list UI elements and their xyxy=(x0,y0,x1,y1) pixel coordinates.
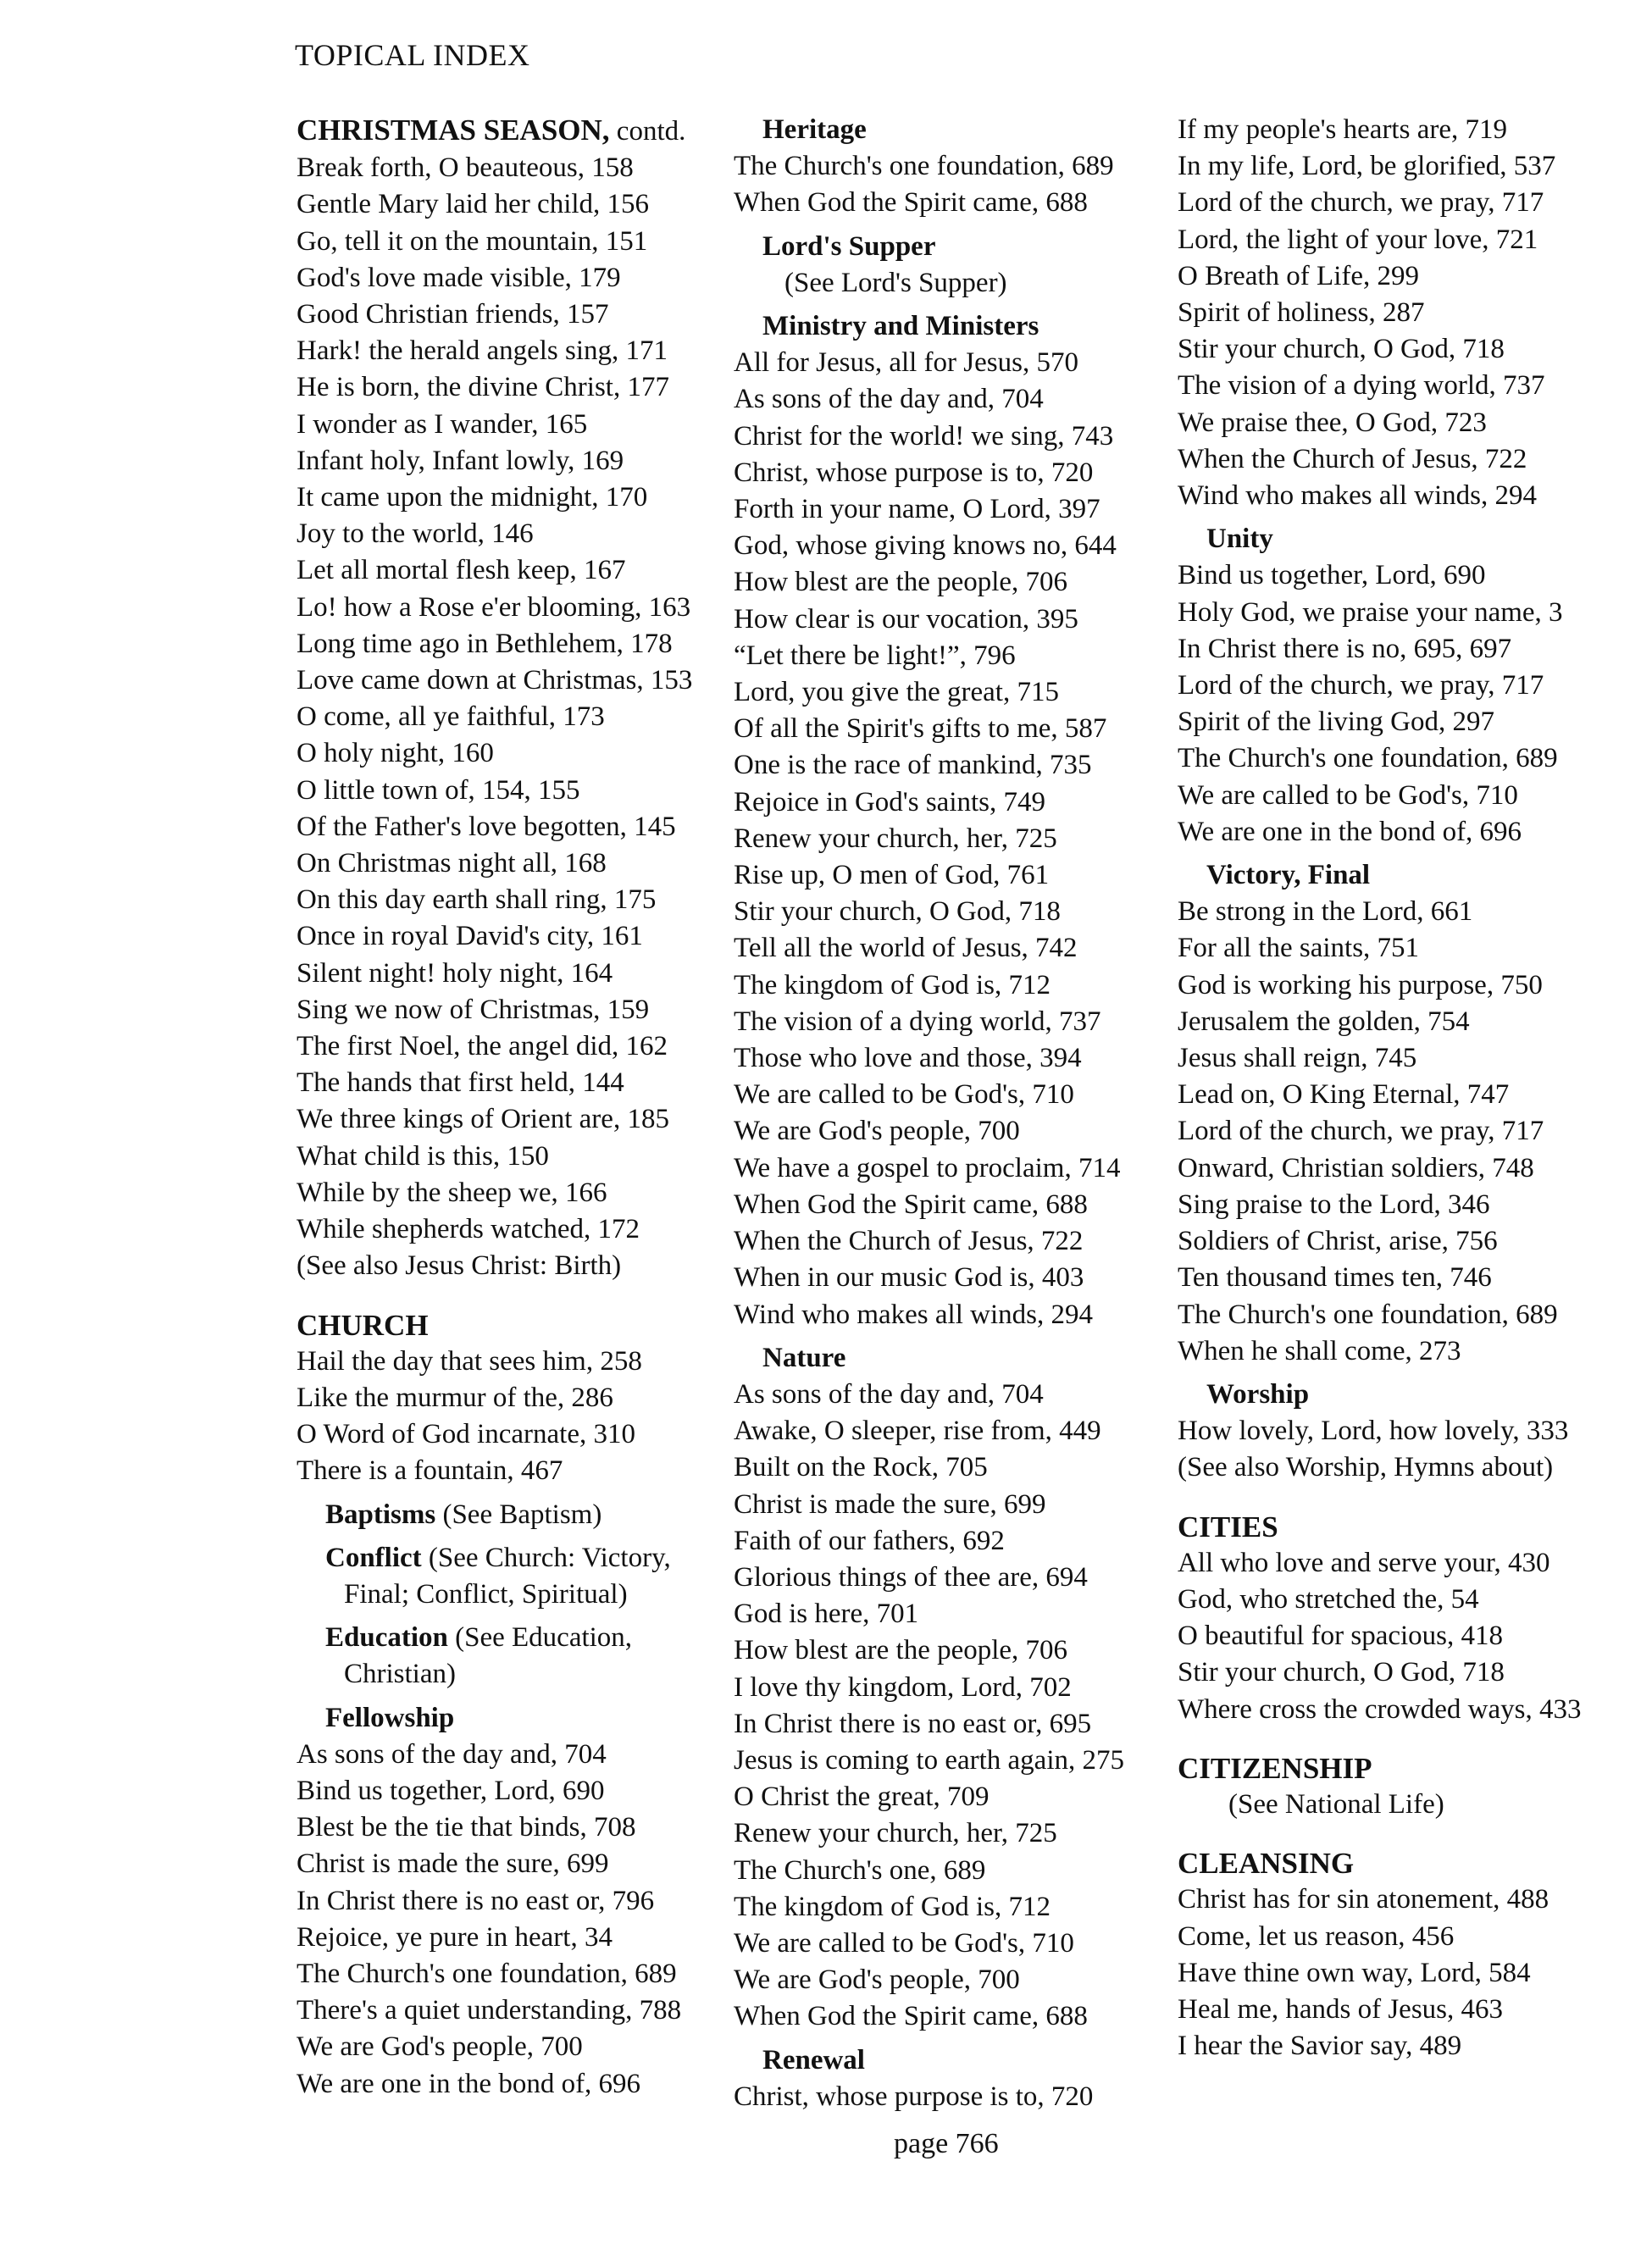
index-entry: While by the sheep we, 166 xyxy=(297,1177,607,1208)
index-entry: Lord of the church, we pray, 717 xyxy=(1178,187,1544,219)
index-entry: When God the Spirit came, 688 xyxy=(734,1189,1088,1220)
index-entry: Have thine own way, Lord, 584 xyxy=(1178,1957,1531,1988)
index-entry: In Christ there is no east or, 695 xyxy=(734,1708,1092,1739)
index-entry: Holy God, we praise your name, 3 xyxy=(1178,596,1563,628)
index-entry: Lord of the church, we pray, 717 xyxy=(1178,1116,1544,1147)
index-entry: The Church's one foundation, 689 xyxy=(297,1958,677,1989)
heritage-list xyxy=(734,148,1208,221)
index-entry: On this day earth shall ring, 175 xyxy=(297,884,657,916)
index-entry: Go, tell it on the mountain, 151 xyxy=(297,225,648,257)
index-entry: How clear is our vocation, 395 xyxy=(734,603,1078,635)
index-entry: Where cross the crowded ways, 433 xyxy=(1178,1693,1582,1725)
conflict-title: Conflict xyxy=(325,1542,422,1573)
baptisms-note: (See Baptism) xyxy=(435,1499,602,1530)
index-entry: The hands that first held, 144 xyxy=(297,1067,624,1099)
index-entry: Spirit of the living God, 297 xyxy=(1178,707,1494,738)
index-entry: Christ is made the sure, 699 xyxy=(734,1488,1046,1520)
index-entry: Christ, whose purpose is to, 720 xyxy=(734,457,1094,488)
renewal-list xyxy=(734,2079,1208,2115)
index-entry: Jerusalem the golden, 754 xyxy=(1178,1006,1470,1037)
index-entry: All for Jesus, all for Jesus, 570 xyxy=(734,347,1078,379)
index-entry: Heal me, hands of Jesus, 463 xyxy=(1178,1993,1504,2025)
subsection-nature: Nature xyxy=(762,1342,846,1373)
index-entry: We praise thee, O God, 723 xyxy=(1178,407,1487,438)
index-entry: Of the Father's love begotten, 145 xyxy=(297,811,676,842)
index-entry: O Breath of Life, 299 xyxy=(1178,260,1419,291)
index-entry: Wind who makes all winds, 294 xyxy=(1178,480,1537,512)
index-entry: If my people's hearts are, 719 xyxy=(1178,114,1507,145)
contd-label: contd. xyxy=(609,116,686,147)
index-entry: The Church's one, 689 xyxy=(734,1854,986,1886)
index-entry: Wind who makes all winds, 294 xyxy=(734,1299,1093,1330)
index-entry: All who love and serve your, 430 xyxy=(1178,1547,1550,1578)
index-entry: We have a gospel to proclaim, 714 xyxy=(734,1152,1121,1183)
index-entry: Stir your church, O God, 718 xyxy=(1178,1657,1505,1688)
index-entry: Infant holy, Infant lowly, 169 xyxy=(297,445,624,476)
index-entry: We are one in the bond of, 696 xyxy=(297,2068,641,2099)
index-entry: While shepherds watched, 172 xyxy=(297,1214,640,1245)
index-entry: On Christmas night all, 168 xyxy=(297,848,607,879)
page-header: TOPICAL INDEX xyxy=(295,38,530,72)
index-entry: Love came down at Christmas, 153 xyxy=(297,665,693,696)
christmas-list xyxy=(297,150,771,1284)
index-entry: The first Noel, the angel did, 162 xyxy=(297,1031,668,1062)
index-entry: Christ for the world! we sing, 743 xyxy=(734,420,1114,452)
index-entry: It came upon the midnight, 170 xyxy=(297,482,648,513)
index-entry: In Christ there is no east or, 796 xyxy=(297,1885,655,1916)
index-entry: Of all the Spirit's gifts to me, 587 xyxy=(734,713,1107,745)
column-1 xyxy=(297,112,771,2103)
index-entry: I wonder as I wander, 165 xyxy=(297,408,588,440)
page-number: page 766 xyxy=(894,2128,999,2159)
ministry-list xyxy=(734,345,1208,1333)
index-entry: Hail the day that sees him, 258 xyxy=(297,1345,642,1377)
index-entry: I hear the Savior say, 489 xyxy=(1178,2031,1462,2062)
victory-list xyxy=(1178,894,1652,1370)
index-entry: What child is this, 150 xyxy=(297,1140,549,1172)
index-entry: Stir your church, O God, 718 xyxy=(734,896,1061,928)
index-entry: O Christ the great, 709 xyxy=(734,1782,990,1813)
index-entry: Lead on, O King Eternal, 747 xyxy=(1178,1079,1510,1111)
church-list xyxy=(297,1344,771,1490)
index-entry: For all the saints, 751 xyxy=(1178,933,1420,964)
index-entry: Those who love and those, 394 xyxy=(734,1043,1082,1074)
subsection-education xyxy=(297,1620,771,1656)
index-entry: Rise up, O men of God, 761 xyxy=(734,860,1050,891)
index-entry: The vision of a dying world, 737 xyxy=(1178,370,1545,402)
index-entry: The Church's one foundation, 689 xyxy=(1178,743,1558,774)
index-entry: Onward, Christian soldiers, 748 xyxy=(1178,1152,1534,1183)
index-entry: Christ, whose purpose is to, 720 xyxy=(734,2081,1094,2112)
citizenship-note: (See National Life) xyxy=(1228,1788,1444,1820)
index-entry: When God the Spirit came, 688 xyxy=(734,2001,1088,2032)
subsection-baptisms xyxy=(297,1497,771,1533)
cities-list xyxy=(1178,1545,1652,1728)
index-entry: Built on the Rock, 705 xyxy=(734,1452,988,1483)
unity-list xyxy=(1178,557,1652,851)
index-entry: He is born, the divine Christ, 177 xyxy=(297,372,669,403)
index-entry: Christ has for sin atonement, 488 xyxy=(1178,1884,1549,1915)
column-3 xyxy=(1178,112,1652,2064)
section-title-cleansing: CLEANSING xyxy=(1178,1847,1355,1881)
education-note: (See Education, xyxy=(447,1622,633,1654)
index-entry: We are one in the bond of, 696 xyxy=(1178,816,1522,847)
cleansing-list xyxy=(1178,1881,1652,2064)
index-entry: In Christ there is no, 695, 697 xyxy=(1178,633,1512,664)
index-entry: Awake, O sleeper, rise from, 449 xyxy=(734,1416,1101,1447)
subsection-renewal: Renewal xyxy=(762,2044,865,2075)
index-entry: There is a fountain, 467 xyxy=(297,1455,563,1487)
index-entry: Break forth, O beauteous, 158 xyxy=(297,152,634,184)
conflict-note-cont: Final; Conflict, Spiritual) xyxy=(344,1578,628,1610)
fellowship-list xyxy=(297,1737,771,2103)
index-entry: We three kings of Orient are, 185 xyxy=(297,1104,669,1135)
index-entry: God is here, 701 xyxy=(734,1599,919,1630)
index-entry: Christ is made the sure, 699 xyxy=(297,1848,609,1880)
index-entry: Soldiers of Christ, arise, 756 xyxy=(1178,1226,1498,1257)
index-entry: The kingdom of God is, 712 xyxy=(734,969,1051,1000)
worship-list xyxy=(1178,1413,1652,1486)
conflict-note: (See Church: Victory, xyxy=(421,1542,671,1573)
index-entry: Good Christian friends, 157 xyxy=(297,299,609,330)
index-entry: God, who stretched the, 54 xyxy=(1178,1583,1479,1615)
subsection-conflict xyxy=(297,1540,771,1577)
index-entry: Like the murmur of the, 286 xyxy=(297,1382,613,1413)
index-entry: Spirit of holiness, 287 xyxy=(1178,297,1425,329)
index-entry: We are called to be God's, 710 xyxy=(1178,779,1518,811)
index-entry: In my life, Lord, be glorified, 537 xyxy=(1178,151,1556,182)
index-entry: Sing we now of Christmas, 159 xyxy=(297,994,650,1025)
index-entry: “Let there be light!”, 796 xyxy=(734,640,1016,671)
section-title-cities: CITIES xyxy=(1178,1510,1278,1543)
index-entry: We are called to be God's, 710 xyxy=(734,1927,1074,1959)
index-entry: The vision of a dying world, 737 xyxy=(734,1006,1101,1037)
index-entry: When he shall come, 273 xyxy=(1178,1335,1461,1366)
baptisms-title: Baptisms xyxy=(325,1499,436,1530)
index-entry: We are God's people, 700 xyxy=(734,1965,1020,1996)
index-entry: We are God's people, 700 xyxy=(297,2031,583,2063)
index-entry: Lord, the light of your love, 721 xyxy=(1178,224,1538,255)
index-entry: Tell all the world of Jesus, 742 xyxy=(734,933,1078,964)
index-entry: Bind us together, Lord, 690 xyxy=(1178,560,1486,591)
index-entry: Bind us together, Lord, 690 xyxy=(297,1775,605,1806)
index-entry: O holy night, 160 xyxy=(297,738,494,769)
subsection-victory: Victory, Final xyxy=(1206,860,1371,891)
index-entry: The kingdom of God is, 712 xyxy=(734,1891,1051,1922)
index-entry: Sing praise to the Lord, 346 xyxy=(1178,1189,1490,1220)
index-entry: Lo! how a Rose e'er blooming, 163 xyxy=(297,591,691,623)
index-entry: Come, let us reason, 456 xyxy=(1178,1920,1455,1952)
index-entry: One is the race of mankind, 735 xyxy=(734,750,1092,781)
index-entry: Joy to the world, 146 xyxy=(297,518,534,550)
index-entry: Be strong in the Lord, 661 xyxy=(1178,896,1473,928)
subsection-unity: Unity xyxy=(1206,524,1273,555)
index-entry: (See also Worship, Hymns about) xyxy=(1178,1452,1554,1483)
index-entry: Forth in your name, O Lord, 397 xyxy=(734,494,1100,525)
index-entry: How lovely, Lord, how lovely, 333 xyxy=(1178,1416,1569,1447)
index-entry: O come, all ye faithful, 173 xyxy=(297,701,605,733)
index-entry: When in our music God is, 403 xyxy=(734,1262,1084,1294)
index-entry: God is working his purpose, 750 xyxy=(1178,969,1543,1000)
subsection-lords-supper: Lord's Supper xyxy=(762,230,936,262)
index-entry: We are called to be God's, 710 xyxy=(734,1079,1074,1111)
subsection-fellowship: Fellowship xyxy=(325,1702,455,1733)
index-entry: Ten thousand times ten, 746 xyxy=(1178,1262,1492,1294)
index-entry: When the Church of Jesus, 722 xyxy=(1178,443,1527,474)
subsection-ministry: Ministry and Ministers xyxy=(762,311,1039,342)
index-entry: Long time ago in Bethlehem, 178 xyxy=(297,628,673,659)
index-entry: God's love made visible, 179 xyxy=(297,262,621,293)
index-entry: Renew your church, her, 725 xyxy=(734,823,1057,854)
index-entry: O little town of, 154, 155 xyxy=(297,774,580,806)
subsection-worship: Worship xyxy=(1206,1378,1310,1410)
index-entry: There's a quiet understanding, 788 xyxy=(297,1995,682,2026)
index-entry: O beautiful for spacious, 418 xyxy=(1178,1621,1503,1652)
nature-list xyxy=(734,1377,1208,2036)
index-entry: Stir your church, O God, 718 xyxy=(1178,334,1505,365)
index-entry: Silent night! holy night, 164 xyxy=(297,957,613,989)
index-entry: Once in royal David's city, 161 xyxy=(297,921,643,952)
index-entry: I love thy kingdom, Lord, 702 xyxy=(734,1671,1072,1703)
subsection-heritage: Heritage xyxy=(762,114,867,145)
index-entry: Lord of the church, we pray, 717 xyxy=(1178,670,1544,701)
index-entry: How blest are the people, 706 xyxy=(734,1635,1068,1666)
index-entry: How blest are the people, 706 xyxy=(734,567,1068,598)
index-entry: Rejoice in God's saints, 749 xyxy=(734,786,1045,817)
index-entry: Gentle Mary laid her child, 156 xyxy=(297,189,650,220)
index-entry: We are God's people, 700 xyxy=(734,1116,1020,1147)
index-entry: As sons of the day and, 704 xyxy=(734,1378,1044,1410)
section-title-church: CHURCH xyxy=(297,1308,429,1342)
lords-supper-note: (See Lord's Supper) xyxy=(784,267,1007,298)
index-entry: The Church's one foundation, 689 xyxy=(1178,1299,1558,1330)
column-2 xyxy=(734,112,1208,2115)
index-entry: Renew your church, her, 725 xyxy=(734,1818,1057,1849)
section-title-christmas xyxy=(297,112,771,150)
section-title-citizenship: CITIZENSHIP xyxy=(1178,1751,1372,1785)
education-note-cont: Christian) xyxy=(344,1659,456,1690)
index-entry: God, whose giving knows no, 644 xyxy=(734,530,1117,562)
index-entry: Hark! the herald angels sing, 171 xyxy=(297,335,668,367)
education-title: Education xyxy=(325,1622,448,1654)
index-entry: O Word of God incarnate, 310 xyxy=(297,1419,635,1450)
renewal-cont-list xyxy=(1178,112,1652,514)
index-entry: As sons of the day and, 704 xyxy=(734,384,1044,415)
index-entry: When God the Spirit came, 688 xyxy=(734,187,1088,219)
index-entry: Jesus is coming to earth again, 275 xyxy=(734,1744,1125,1776)
index-entry: (See also Jesus Christ: Birth) xyxy=(297,1250,622,1282)
index-entry: Rejoice, ye pure in heart, 34 xyxy=(297,1921,613,1953)
index-entry: Faith of our fathers, 692 xyxy=(734,1525,1005,1556)
index-entry: Glorious things of thee are, 694 xyxy=(734,1561,1088,1593)
index-entry: When the Church of Jesus, 722 xyxy=(734,1226,1084,1257)
index-entry: Jesus shall reign, 745 xyxy=(1178,1043,1417,1074)
index-entry: Blest be the tie that binds, 708 xyxy=(297,1812,636,1843)
index-entry: The Church's one foundation, 689 xyxy=(734,151,1114,182)
index-entry: As sons of the day and, 704 xyxy=(297,1738,607,1770)
index-entry: Let all mortal flesh keep, 167 xyxy=(297,555,626,586)
christmas-title: CHRISTMAS SEASON, xyxy=(297,114,610,147)
index-entry: Lord, you give the great, 715 xyxy=(734,677,1059,708)
